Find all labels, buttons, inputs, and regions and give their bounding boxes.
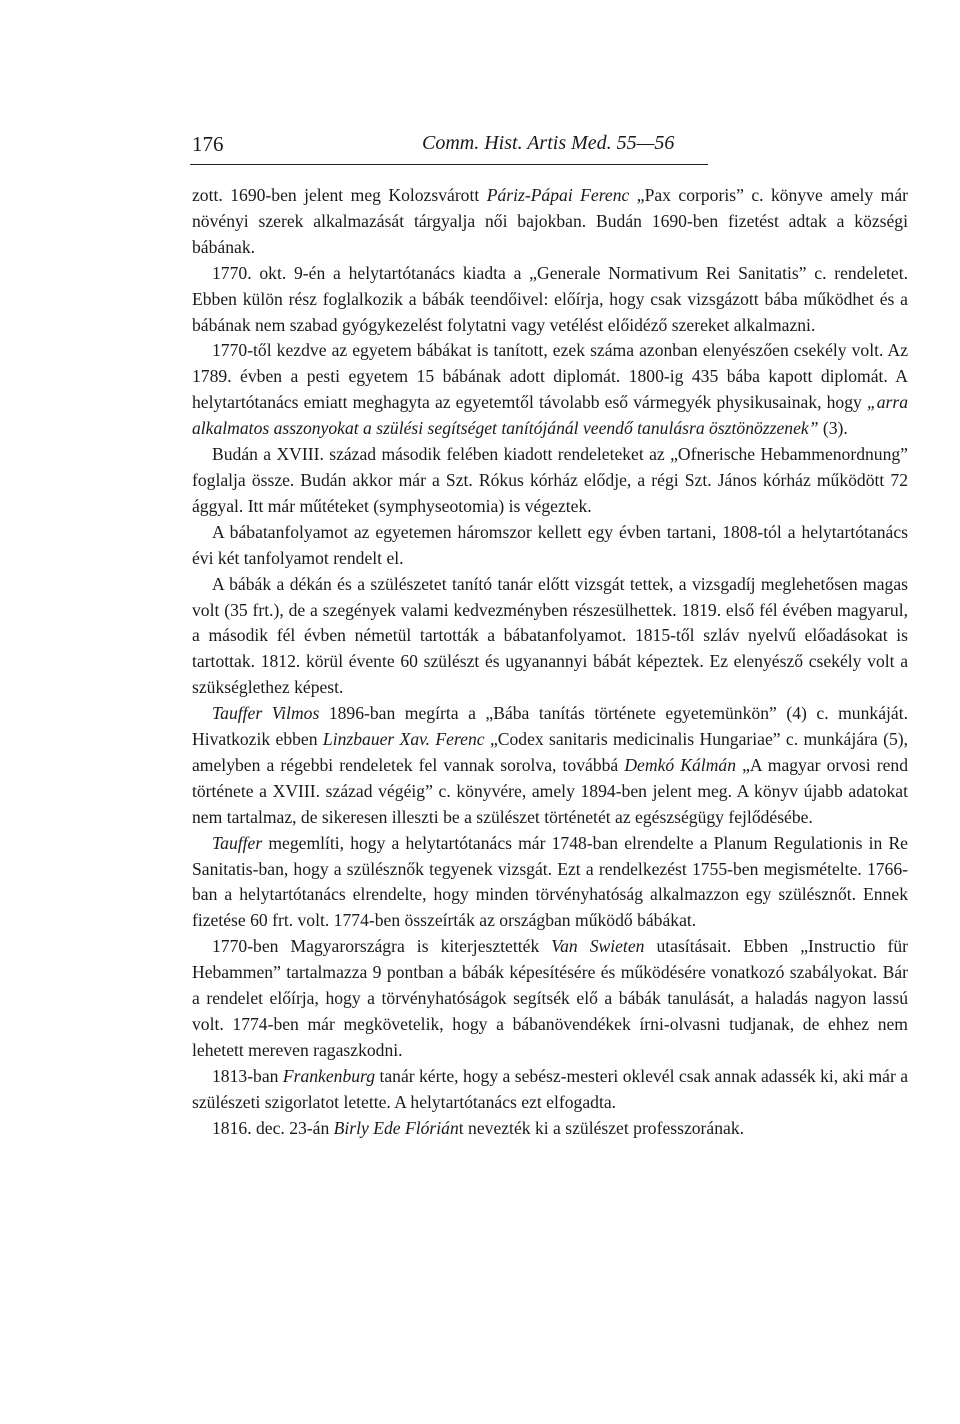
text-run: (3). [818, 418, 848, 439]
text-run: zott. 1690-ben jelent meg Kolozsvárott [192, 185, 487, 205]
paragraph [192, 520, 908, 572]
paragraph [192, 338, 908, 442]
italic-text: Tauffer [212, 832, 263, 853]
italic-text: Linzbauer Xav. Ferenc [322, 729, 485, 750]
text-run: 1816. dec. 23-án [212, 1117, 334, 1138]
italic-text: Van Swieten [551, 936, 645, 957]
paragraph [192, 934, 908, 1064]
text-run: A bábák a dékán és a szülészetet tanító tanár előtt vizsgát tettek, a vizsgadíj meglehetősen magas volt (35 frt.), de a szegények valami kedvezményben részesülhettek. 1819. első fél évében magyarul, a második fél évben németül tartották a bábatanfolyamot. 1815-től szláv nyelvű előadásokat is tartottak. 1812. körül évente 60 szülészt és ugyanannyi bábát képeztek. Ez elenyésző csekély volt a szükséglethez képest. [192, 573, 908, 698]
running-header [190, 128, 708, 165]
text-run: „Codex sanitaris medicinalis Hungariae” c. munkájára (5), amelyben a régebbi rendeletek fel vannak sorolva, továbbá [192, 729, 909, 775]
text-run: t nevezték ki a szülészet professzorának. [458, 1117, 745, 1138]
paragraph [192, 261, 908, 339]
italic-text: Tauffer Vilmos [212, 703, 320, 724]
paragraph [192, 442, 908, 520]
text-run: 1770. okt. 9-én a helytartótanács kiadta a „Generale Normativum Rei Sanitatis” c. rendeletet. Ebben külön rész foglalkozik a bábák teendőivel: előírja, hogy csak vizsgázott bába működhet és a bábának nem szabad gyógykezelést folytatni vagy vetélést előidéző szereket alkalmazni. [192, 262, 908, 335]
text-run: 1770-től kezdve az egyetem bábákat is tanított, ezek száma azonban elenyészően csekély volt. Az 1789. évben a pesti egyetem 15 bábának adott diplomát. 1800-ig 435 bába kapott diplomát. A helytartótanács emiatt meghagyta az egyetemtől távolabb eső vármegyék physikusainak, hogy [192, 340, 908, 413]
paragraph [192, 572, 908, 702]
text-run: „A magyar orvosi rend története a XVIII. század végéig” c. könyvére, amely 1894-ben jelent meg. A könyv újabb adatokat nem tartalmaz, de sikeresen illeszti be a szülészet történetét az egészségügy fejlődésébe. [192, 754, 908, 827]
text-run: tanár kérte, hogy a sebész-mesteri oklevél csak annak adassék ki, aki már a szülészeti szigorlatot letette. A helytartótanács ezt elfogadta. [192, 1065, 909, 1112]
italic-text: Páriz-Pápai Ferenc [486, 185, 630, 205]
text-run: A bábatanfolyamot az egyetemen háromszor kellett egy évben tartani, 1808-tól a helytartótanács évi két tanfolyamot rendelt el. [192, 521, 908, 568]
text-run: „Pax corporis” c. könyve amely már növényi szerek alkalmazását tárgyalja női bajokban. Budán 1690-ben fizetést adtak a községi bábának. [192, 185, 908, 257]
body-text [192, 183, 908, 1142]
paragraph [192, 831, 908, 935]
italic-text: Demkó Kálmán [624, 754, 736, 775]
italic-text: „arra alkalmatos asszonyokat a szülési segítséget tanítójánál veendő tanulásra ösztönözzenek” [192, 392, 908, 439]
text-run: utasításait. Ebben „Instructio für Hebammen” tartalmazza 9 pontban a bábák képesítésére és működésére vonatkozó szabályokat. Bár a rendelet előírja, hogy a törvényhatóságok segítsék elő a bábák tanulását, a haladás nagyon lassú volt. 1774-ben már megkövetelik, hogy a bábanövendékek írni-olvasni tudjanak, de ehhez nem lehetett mereven ragaszkodni. [192, 936, 909, 1060]
italic-text: Frankenburg [282, 1065, 376, 1086]
text-run: Budán a XVIII. század második felében kiadott rendeleteket az „Ofnerische Hebammenordnung” foglalja össze. Budán akkor már a Szt. Rókus kórház elődje, a régi Szt. János kórház működött 72 ággyal. Itt már műtéteket (symphyseotomia) is végeztek. [192, 444, 908, 516]
paragraph [192, 1064, 908, 1116]
journal-title: Comm. Hist. Artis Med. 55—56 [422, 132, 675, 154]
italic-text: Birly Ede Flórián [333, 1117, 459, 1138]
page-number: 176 [192, 132, 224, 156]
paragraph [192, 1116, 908, 1142]
text-run: 1813-ban [212, 1065, 283, 1086]
text-run: 1770-ben Magyarországra is kiterjesztették [212, 936, 552, 957]
text-run: 1896-ban megírta a „Bába tanítás története egyetemünkön” (4) c. munkáját. Hivatkozik ebben [192, 703, 908, 750]
paragraph [192, 701, 908, 831]
text-run: megemlíti, hogy a helytartótanács már 1748-ban elrendelte a Planum Regulationis in Re Sanitatis-ban, hogy a szülésznők tegyenek vizsgát. Ezt a rendelkezést 1755-ben megismételte. 1766-ban a helytartótanács elrendelte, hogy minden törvényhatóság alkalmazzon egy szülésznőt. Ennek fizetése 60 frt. volt. 1774-ben összeírták az országban működő bábákat. [192, 832, 908, 931]
paragraph [192, 183, 908, 261]
